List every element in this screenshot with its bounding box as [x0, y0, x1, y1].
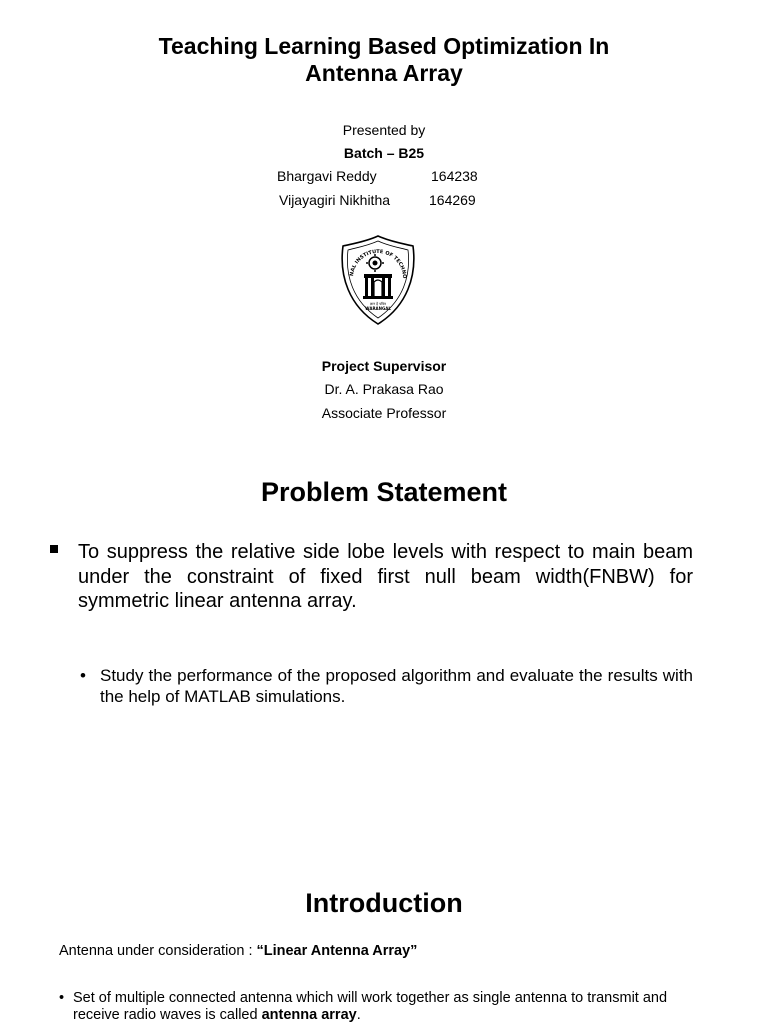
svg-text:ज्ञान है पवित्र: ज्ञान है पवित्र — [370, 302, 386, 306]
title-line-2: Antenna Array — [305, 60, 463, 86]
nit-warangal-seal-icon — [339, 234, 417, 326]
title-line-1: Teaching Learning Based Optimization In — [158, 33, 610, 59]
round-bullet-icon: • — [59, 990, 65, 1006]
supervisor-heading: Project Supervisor — [321, 358, 447, 374]
seal-text-top: NAL INSTITUTE OF TECHNO — [349, 248, 408, 279]
member-id: 164238 — [431, 168, 478, 184]
member-name: Vijayagiri Nikhitha — [279, 192, 391, 208]
member-name: Bhargavi Reddy — [277, 168, 377, 184]
intro-bullet-bold: antenna array — [261, 1006, 357, 1023]
introduction-heading: Introduction — [305, 888, 463, 918]
intro-consideration-label: Antenna under consideration : — [59, 943, 257, 959]
intro-bullet-end: . — [356, 1006, 361, 1023]
intro-consideration-value: “Linear Antenna Array” — [256, 943, 418, 959]
supervisor-name: Dr. A. Prakasa Rao — [324, 381, 444, 397]
seal-text-bottom: WARANGAL — [365, 306, 391, 311]
problem-bullet-sub: Study the performance of the proposed algorithm and evaluate the results with the help of MATLAB simulations. — [100, 666, 693, 706]
intro-consideration — [59, 942, 417, 960]
page-title — [0, 33, 768, 87]
supervisor-designation: Associate Professor — [321, 405, 447, 421]
square-bullet-icon — [50, 545, 58, 553]
member-id: 164269 — [429, 192, 476, 208]
intro-bullet — [73, 990, 713, 1023]
problem-statement-heading: Problem Statement — [260, 477, 508, 507]
batch-label: Batch – B25 — [343, 145, 425, 161]
intro-bullet-text: Set of multiple connected antenna which will work together as single antenna to transmit and receive radio waves is called — [73, 990, 668, 1023]
round-bullet-icon: • — [80, 666, 86, 685]
presented-by-label: Presented by — [342, 122, 426, 138]
problem-bullet-main: To suppress the relative side lobe levels with respect to main beam under the constraint of fixed first null beam width(FNBW) for symmetric linear antenna array. — [78, 541, 693, 612]
